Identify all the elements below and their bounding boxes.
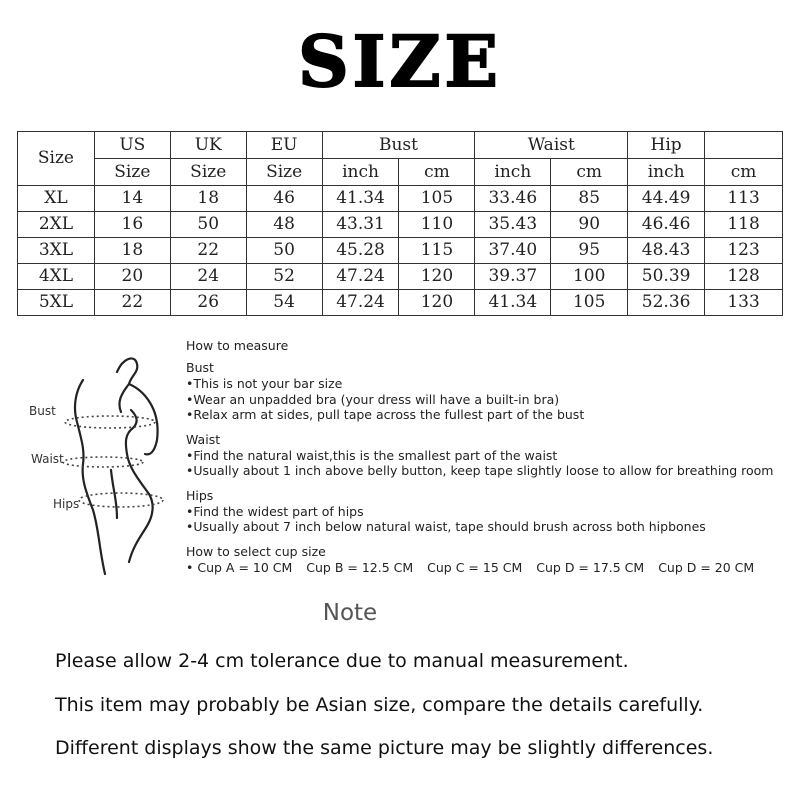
measure-heading: How to measure [186,338,289,353]
table-cell: 22 [94,290,170,316]
table-cell: 120 [399,264,475,290]
table-cell: 26 [170,290,246,316]
table-cell: 24 [170,264,246,290]
table-cell: 100 [551,264,628,290]
bust-header: Bust [322,132,475,159]
table-cell: 22 [170,238,246,264]
table-cell: 35.43 [475,212,551,238]
cup-size-item: Cup A = 10 CM [197,559,293,575]
table-cell: 113 [705,186,783,212]
table-cell: 39.37 [475,264,551,290]
waist-header: Waist [475,132,628,159]
table-row [18,212,783,238]
table-cell: 18 [170,186,246,212]
table-cell: 14 [94,186,170,212]
table-cell: 3XL [18,238,95,264]
table-cell: 48 [246,212,322,238]
subheader-cell: cm [399,159,475,186]
table-cell: XL [18,186,95,212]
cup-size-item: Cup C = 15 CM [427,559,523,575]
table-cell: 118 [705,212,783,238]
table-cell: 52.36 [628,290,705,316]
table-row [18,264,783,290]
empty-header-cell [705,132,783,159]
table-cell: 44.49 [628,186,705,212]
cup-size-item: Cup B = 12.5 CM [306,559,414,575]
subheader-cell: Size [94,159,170,186]
subheader-cell: cm [551,159,628,186]
table-cell: 52 [246,264,322,290]
table-cell: 20 [94,264,170,290]
table-cell: 2XL [18,212,95,238]
table-row [18,186,783,212]
table-cell: 85 [551,186,628,212]
body-measurement-figure [25,350,175,580]
table-cell: 105 [399,186,475,212]
table-row [18,290,783,316]
hips-title: Hips [186,487,214,503]
note-line: Different displays show the same picture may be slightly differences. [55,737,714,759]
cup-size-list: • Cup A = 10 CM Cup B = 12.5 CM Cup C = 15 CM Cup D = 17.5 CM Cup D = 20 CM [186,559,755,575]
subheader-cell: inch [475,159,551,186]
table-cell: 47.24 [322,264,399,290]
table-cell: 47.24 [322,290,399,316]
subheader-cell: Size [246,159,322,186]
measurement-instructions [186,338,786,576]
subheader-cell: Size [170,159,246,186]
list-item: • Find the widest part of hips [186,504,786,520]
table-cell: 46 [246,186,322,212]
table-cell: 128 [705,264,783,290]
table-cell: 41.34 [322,186,399,212]
note-line: This item may probably be Asian size, compare the details carefully. [55,694,704,716]
table-row [18,238,783,264]
list-item: • Wear an unpadded bra (your dress will have a built-in bra) [186,392,786,408]
table-cell: 90 [551,212,628,238]
list-item: • Usually about 7 inch below natural waist, tape should brush across both hipbones [186,519,786,535]
table-cell: 95 [551,238,628,264]
list-item: • Relax arm at sides, pull tape across the fullest part of the bust [186,407,786,423]
size-chart-table [17,131,783,316]
table-cell: 5XL [18,290,95,316]
waist-title: Waist [186,431,221,447]
table-cell: 120 [399,290,475,316]
table-cell: 133 [705,290,783,316]
list-item: • This is not your bar size [186,376,786,392]
table-cell: 123 [705,238,783,264]
table-cell: 50.39 [628,264,705,290]
table-cell: 54 [246,290,322,316]
cup-size-item: Cup D = 17.5 CM [536,559,645,575]
note-line: Please allow 2-4 cm tolerance due to manual measurement. [55,650,629,672]
table-cell: 33.46 [475,186,551,212]
note-title: Note [322,600,378,626]
cup-size-title: How to select cup size [186,543,326,559]
table-cell: 4XL [18,264,95,290]
us-header: US [94,132,170,159]
bust-label: Bust [29,404,56,418]
size-header: Size [18,132,95,186]
hip-header: Hip [628,132,705,159]
list-item: • Usually about 1 inch above belly button, keep tape slightly loose to allow for breathing room [186,463,786,479]
bust-title: Bust [186,360,214,375]
table-cell: 50 [170,212,246,238]
table-cell: 50 [246,238,322,264]
table-cell: 37.40 [475,238,551,264]
table-cell: 46.46 [628,212,705,238]
cup-size-item: Cup D = 20 CM [658,559,755,575]
table-cell: 48.43 [628,238,705,264]
table-cell: 105 [551,290,628,316]
table-cell: 115 [399,238,475,264]
uk-header: UK [170,132,246,159]
table-cell: 41.34 [475,290,551,316]
subheader-cell: cm [705,159,783,186]
table-cell: 16 [94,212,170,238]
eu-header: EU [246,132,322,159]
list-item: • Find the natural waist,this is the smallest part of the waist [186,448,786,464]
waist-label: Waist [31,452,64,466]
hips-label: Hips [53,497,80,511]
table-cell: 18 [94,238,170,264]
table-cell: 43.31 [322,212,399,238]
subheader-cell: inch [628,159,705,186]
page-title: SIZE [298,20,502,103]
subheader-cell: inch [322,159,399,186]
table-cell: 45.28 [322,238,399,264]
table-cell: 110 [399,212,475,238]
